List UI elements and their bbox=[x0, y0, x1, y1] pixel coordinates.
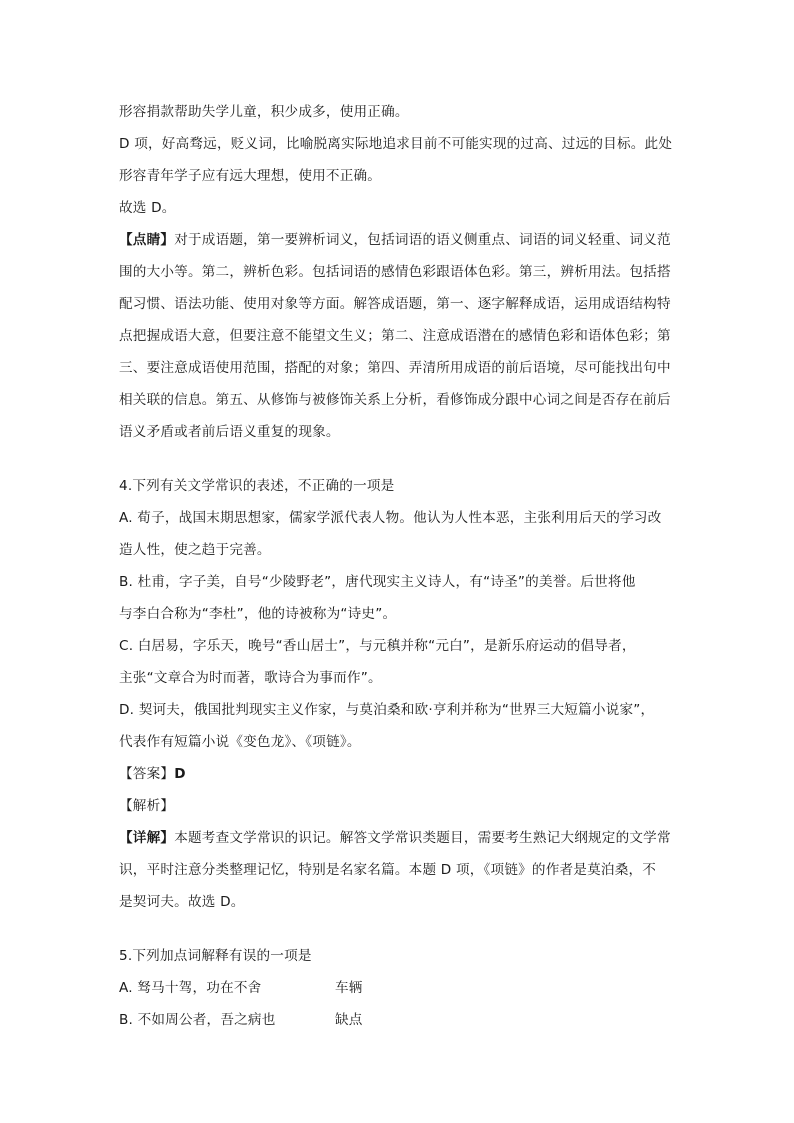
detail-text: 本题考查文学常识的识记。解答文学常识类题目，需要考生熟记大纲规定的文学常 bbox=[174, 830, 671, 846]
text-line: 语义矛盾或者前后语义重复的现象。 bbox=[119, 424, 340, 440]
text-line: 围的大小等。第二，辨析色彩。包括词语的感情色彩跟语体色彩。第三，辨析用法。包括搭 bbox=[119, 264, 671, 280]
option-a-line: 造人性，使之趋于完善。 bbox=[119, 542, 271, 558]
text-line: 形容捐款帮助失学儿童，积少成多，使用正确。 bbox=[119, 104, 409, 120]
document-page bbox=[119, 96, 679, 1036]
question-5-stem: 5.下列加点词解释有误的一项是 bbox=[119, 948, 312, 964]
dianjing-text: 对于成语题，第一要辨析词义，包括词语的语义侧重点、词语的词义轻重、词义范 bbox=[174, 232, 671, 248]
option-gloss: 车辆 bbox=[335, 980, 363, 996]
dianjing-line bbox=[119, 224, 679, 256]
detail-tag: 【详解】 bbox=[119, 830, 175, 846]
text-line: 配习惯、语法功能、使用对象等方面。解答成语题，第一、逐字解释成语，运用成语结构特 bbox=[119, 296, 671, 312]
option-text: B. 不如周公者，吾之病也 bbox=[119, 1012, 276, 1028]
option-a-line: A. 荀子，战国末期思想家，儒家学派代表人物。他认为人性本恶，主张利用后天的学习改 bbox=[119, 510, 662, 526]
q5-option-a bbox=[119, 972, 679, 1004]
question-4-stem: 4.下列有关文学常识的表述，不正确的一项是 bbox=[119, 478, 395, 494]
text-line: 相关联的信息。第五、从修饰与被修饰关系上分析，看修饰成分跟中心词之间是否存在前后 bbox=[119, 392, 671, 408]
dianjing-tag: 【点睛】 bbox=[119, 232, 175, 248]
text-line: 点把握成语大意，但要注意不能望文生义；第二、注意成语潜在的感情色彩和语体色彩；第 bbox=[119, 328, 671, 344]
answer-line bbox=[119, 758, 679, 790]
option-text: A. 驽马十驾，功在不舍 bbox=[119, 980, 262, 996]
answer-value: D bbox=[174, 766, 186, 782]
option-c-line: C. 白居易，字乐天，晚号“香山居士”，与元稹并称“元白”，是新乐府运动的倡导者， bbox=[119, 638, 636, 654]
text-line: 识，平时注意分类整理记忆，特别是名家名篇。本题 D 项，《项链》的作者是莫泊桑，不 bbox=[119, 862, 657, 878]
text-line: D 项，好高骛远，贬义词，比喻脱离实际地追求目前不可能实现的过高、过远的目标。此处 bbox=[119, 136, 673, 152]
text-line: 故选 D。 bbox=[119, 200, 176, 216]
text-line: 是契诃夫。故选 D。 bbox=[119, 894, 245, 910]
answer-tag: 【答案】 bbox=[119, 766, 175, 782]
option-d-line: 代表作有短篇小说《变色龙》、《项链》。 bbox=[119, 734, 361, 750]
option-b-line: 与李白合称为“李杜”，他的诗被称为“诗史”。 bbox=[119, 606, 397, 622]
option-gloss: 缺点 bbox=[335, 1012, 363, 1028]
analysis-line: 【解析】 bbox=[119, 798, 175, 814]
detail-line bbox=[119, 822, 679, 854]
option-b-line: B. 杜甫，字子美，自号“少陵野老”，唐代现实主义诗人，有“诗圣”的美誉。后世将他 bbox=[119, 574, 636, 590]
option-d-line: D. 契诃夫，俄国批判现实主义作家，与莫泊桑和欧·亨利并称为“世界三大短篇小说家”， bbox=[119, 702, 655, 718]
text-line: 形容青年学子应有远大理想，使用不正确。 bbox=[119, 168, 382, 184]
option-c-line: 主张“文章合为时而著，歌诗合为事而作”。 bbox=[119, 670, 382, 686]
text-line: 三、要注意成语使用范围，搭配的对象；第四、弄清所用成语的前后语境，尽可能找出句中 bbox=[119, 360, 671, 376]
q5-option-b bbox=[119, 1004, 679, 1036]
